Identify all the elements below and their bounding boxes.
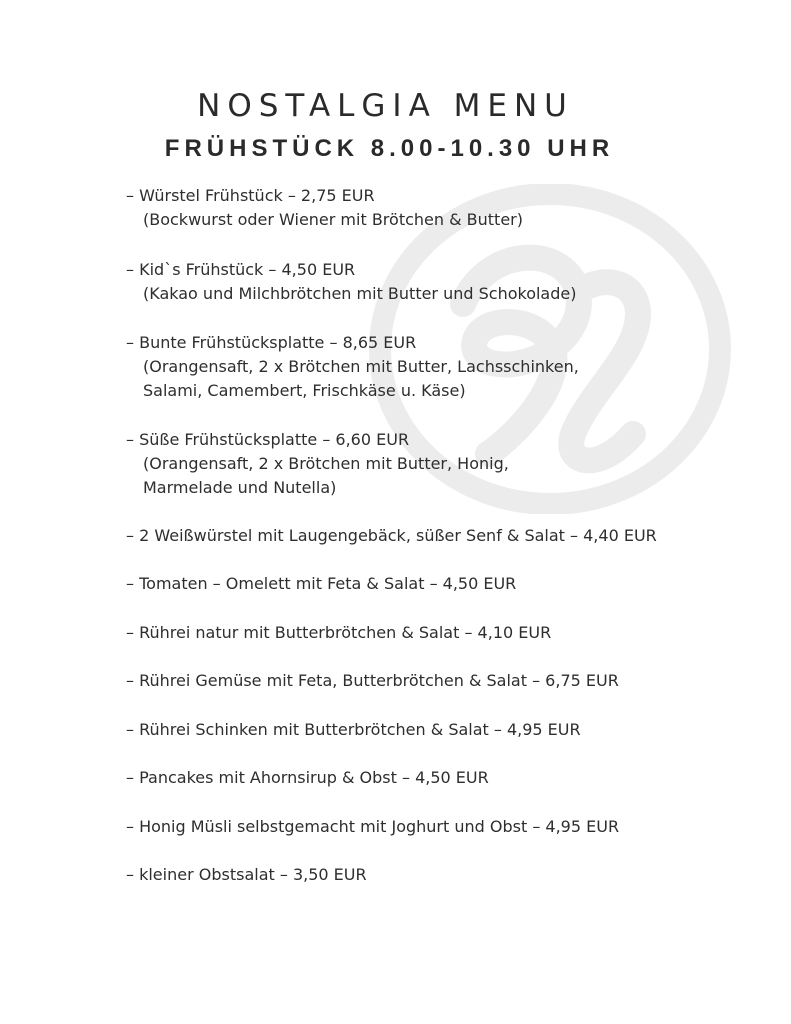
menu-item-detail: (Bockwurst oder Wiener mit Brötchen & Butter) <box>143 210 523 229</box>
menu-item <box>126 863 367 887</box>
menu-subtitle: FRÜHSTÜCK 8.00-10.30 UHR <box>164 135 615 162</box>
menu-item-detail: (Orangensaft, 2 x Brötchen mit Butter, Honig, <box>143 454 509 473</box>
menu-item <box>126 258 576 306</box>
menu-title: NOSTALGIA MENU <box>197 88 574 124</box>
menu-item-main: – Kid`s Frühstück – 4,50 EUR <box>126 260 355 279</box>
menu-item-main: – Rührei Gemüse mit Feta, Butterbrötchen & Salat – 6,75 EUR <box>126 671 619 690</box>
menu-item <box>126 718 581 742</box>
menu-item <box>126 428 509 500</box>
menu-item <box>126 815 619 839</box>
menu-item <box>126 572 516 596</box>
menu-item-detail: Marmelade und Nutella) <box>143 478 337 497</box>
menu-item-main: – Pancakes mit Ahornsirup & Obst – 4,50 EUR <box>126 768 489 787</box>
menu-item <box>126 524 657 548</box>
menu-item-main: – 2 Weißwürstel mit Laugengebäck, süßer Senf & Salat – 4,40 EUR <box>126 526 657 545</box>
menu-item-main: – Tomaten – Omelett mit Feta & Salat – 4,50 EUR <box>126 574 516 593</box>
menu-item <box>126 669 619 693</box>
menu-item <box>126 766 489 790</box>
menu-item <box>126 184 523 232</box>
menu-item-detail: Salami, Camembert, Frischkäse u. Käse) <box>143 381 466 400</box>
menu-item-detail: (Kakao und Milchbrötchen mit Butter und Schokolade) <box>143 284 577 303</box>
menu-item-detail: (Orangensaft, 2 x Brötchen mit Butter, Lachsschinken, <box>143 357 579 376</box>
menu-item <box>126 621 551 645</box>
menu-item-main: – Würstel Frühstück – 2,75 EUR <box>126 186 375 205</box>
menu-item-main: – Honig Müsli selbstgemacht mit Joghurt und Obst – 4,95 EUR <box>126 817 619 836</box>
menu-item-main: – Rührei Schinken mit Butterbrötchen & Salat – 4,95 EUR <box>126 720 581 739</box>
menu-item-main: – Süße Frühstücksplatte – 6,60 EUR <box>126 430 409 449</box>
menu-item <box>126 331 579 403</box>
menu-item-main: – Bunte Frühstücksplatte – 8,65 EUR <box>126 333 416 352</box>
menu-item-main: – Rührei natur mit Butterbrötchen & Salat – 4,10 EUR <box>126 623 551 642</box>
menu-item-main: – kleiner Obstsalat – 3,50 EUR <box>126 865 367 884</box>
